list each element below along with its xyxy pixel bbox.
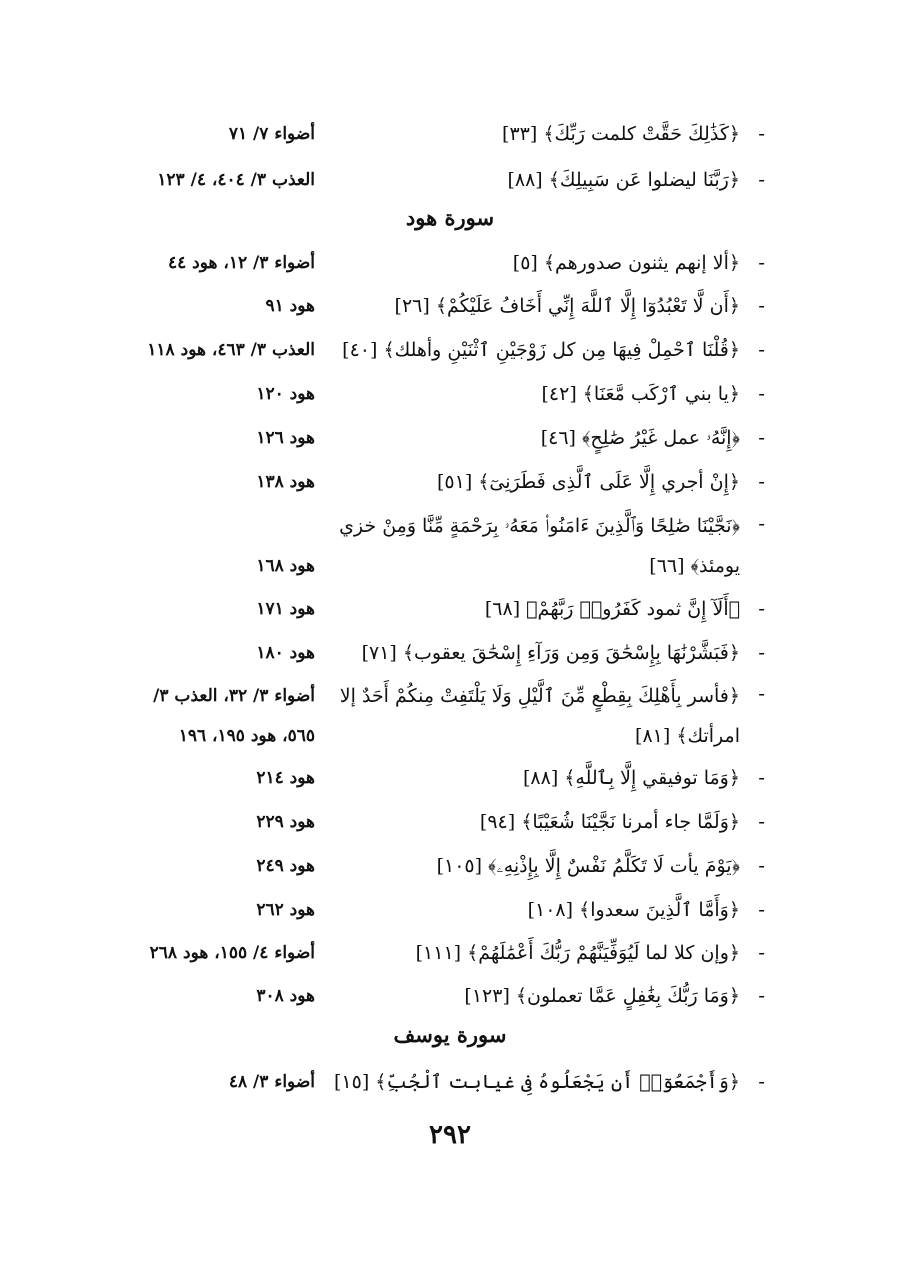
entry-bullet: - — [758, 381, 765, 405]
index-entry — [0, 935, 900, 975]
reference-text: هود ٩١ — [265, 296, 315, 316]
index-entry — [0, 978, 900, 1018]
reference-text: أضواء ٣/ ٤٨ — [228, 1072, 315, 1092]
entry-bullet: - — [758, 1069, 765, 1093]
verse-text: ﴿فأسر بِأَهْلِكَ بِقِطْعٍ مِّنَ ٱلَّيْلِ وَلَا يَلْتَفِتْ مِنكُمْ أَحَدٌ إلا امرأتك﴾ [٨١] — [339, 685, 740, 747]
reference-text: هود ١٧١ — [256, 599, 315, 619]
entry-bullet: - — [758, 250, 765, 274]
index-entry — [0, 245, 900, 285]
index-entry — [0, 1064, 900, 1104]
verse-text: ﴿وَأَجْمَعُوٓا۟ أَن يَجْعَلُوهُ فِى غيابت ٱلْجُبِّ﴾ [١٥] — [333, 1071, 740, 1093]
index-entry — [0, 676, 900, 760]
reference-text: هود ٢٦٢ — [256, 900, 315, 920]
reference-text: هود ١٦٨ — [256, 556, 315, 576]
verse-text: ﴿أَلَآ إِنَّ ثمود كَفَرُوا۟ رَبَّهُمْ﴾ [٦٨] — [484, 598, 740, 620]
page-number: ٢٩٢ — [429, 1120, 471, 1150]
reference-text: هود ٣٠٨ — [256, 986, 315, 1006]
entry-bullet: - — [758, 425, 765, 449]
reference-text: هود ١٢٦ — [256, 428, 315, 448]
verse-text: ﴿يا بني ٱرْكَب مَّعَنَا﴾ [٤٢] — [541, 383, 740, 405]
entry-bullet: - — [758, 293, 765, 317]
reference-text: العذب ٣/ ٤٦٣، هود ١١٨ — [147, 340, 315, 360]
index-entry — [0, 116, 900, 156]
index-entry — [0, 760, 900, 800]
verse-text: ﴿رَبَّنَا ليضلوا عَن سَبِيلِكَ﴾ [٨٨] — [507, 169, 740, 191]
entry-bullet: - — [758, 897, 765, 921]
entry-bullet: - — [758, 809, 765, 833]
surah-heading-yusuf: سورة يوسف — [393, 1022, 507, 1047]
verse-text: ﴿وإن كلا لما لَيُوَفِّيَنَّهُمْ رَبُّكَ أَعْمَٰلَهُمْ﴾ [١١١] — [415, 942, 740, 964]
verse-text: ﴿يَوْمَ يأت لَا تَكَلَّمُ نَفْسٌ إِلَّا بِإِذْنِهِۦ﴾ [١٠٥] — [436, 855, 740, 877]
entry-bullet: - — [758, 596, 765, 620]
verse-text: ﴿إِنَّهُۥ عمل غَيْرُ صَٰلِحٍ﴾ [٤٦] — [540, 427, 740, 449]
entry-bullet: - — [758, 765, 765, 789]
reference-text: هود ٢١٤ — [256, 768, 315, 788]
verse-text: ﴿كَذَٰلِكَ حَقَّتْ كلمت رَبِّكَ﴾ [٣٣] — [502, 123, 740, 145]
entry-bullet: - — [758, 469, 765, 493]
reference-text: أضواء ٣/ ١٢، هود ٤٤ — [167, 253, 315, 273]
reference-text: هود ٢٢٩ — [256, 812, 315, 832]
index-entry — [0, 848, 900, 888]
entry-bullet: - — [758, 940, 765, 964]
index-entry — [0, 376, 900, 416]
reference-text: هود ١٣٨ — [256, 472, 315, 492]
verse-text: ﴿وَمَا توفيقي إِلَّا بِٱللَّهِ﴾ [٨٨] — [523, 767, 740, 789]
verse-text: ﴿وَأَمَّا ٱلَّذِينَ سعدوا﴾ [١٠٨] — [527, 899, 740, 921]
verse-text: ﴿أَن لَّا تَعْبُدُوٓا إِلَّا ٱللَّهَ إِنِّي أَخَافُ عَلَيْكُمْ﴾ [٢٦] — [394, 295, 740, 317]
entry-bullet: - — [758, 167, 765, 191]
index-entry — [0, 420, 900, 460]
reference-text: هود ١٨٠ — [256, 643, 315, 663]
entry-bullet: - — [758, 681, 765, 705]
index-entry — [0, 635, 900, 675]
index-entry — [0, 288, 900, 328]
index-entry — [0, 804, 900, 844]
surah-heading-hud: سورة هود — [405, 205, 495, 230]
index-entry — [0, 464, 900, 504]
verse-text: ﴿نَجَّيْنَا صَٰلِحًا وَٱلَّذِينَ ءَامَنُوا۟ مَعَهُۥ بِرَحْمَةٍ مِّنَّا وَمِنْ خزي يومئذ﴾ [٦٦] — [339, 515, 740, 577]
verse-text: ﴿فَبَشَّرْنَٰهَا بِإِسْحَٰقَ وَمِن وَرَآءِ إِسْحَٰقَ يعقوب﴾ [٧١] — [361, 642, 740, 664]
entry-bullet: - — [758, 640, 765, 664]
index-entry — [0, 162, 900, 202]
verse-text: ﴿ألا إنهم يثنون صدورهم﴾ [٥] — [512, 252, 740, 274]
verse-text: ﴿قُلْنَا ٱحْمِلْ فِيهَا مِن كل زَوْجَيْنِ ٱثْنَيْنِ وأهلك﴾ [٤٠] — [342, 339, 740, 361]
verse-text: ﴿وَلَمَّا جاء أمرنا نَجَّيْنَا شُعَيْبًا﴾ [٩٤] — [479, 811, 740, 833]
index-entry — [0, 591, 900, 631]
index-entry — [0, 332, 900, 372]
verse-text: ﴿وَمَا رَبُّكَ بِغَٰفِلٍ عَمَّا تعملون﴾ [١٢٣] — [464, 985, 740, 1007]
reference-text: أضواء ٧/ ٧١ — [228, 124, 315, 144]
verse-text: ﴿إِنْ أجري إِلَّا عَلَى ٱلَّذِى فَطَرَنِىٓ﴾ [٥١] — [437, 471, 740, 493]
entry-bullet: - — [758, 337, 765, 361]
reference-text: أضواء ٣/ ٣٢، العذب ٣/ ٥٦٥، هود ١٩٥، ١٩٦ — [153, 686, 315, 746]
entry-bullet: - — [758, 121, 765, 145]
reference-text: أضواء ٤/ ١٥٥، هود ٢٦٨ — [149, 943, 315, 963]
index-entry — [0, 506, 900, 590]
entry-bullet: - — [758, 511, 765, 535]
reference-text: هود ١٢٠ — [256, 384, 315, 404]
entry-bullet: - — [758, 983, 765, 1007]
reference-text: العذب ٣/ ٤٠٤، ٤/ ١٢٣ — [157, 170, 315, 190]
reference-text: هود ٢٤٩ — [256, 856, 315, 876]
index-entry — [0, 892, 900, 932]
entry-bullet: - — [758, 853, 765, 877]
